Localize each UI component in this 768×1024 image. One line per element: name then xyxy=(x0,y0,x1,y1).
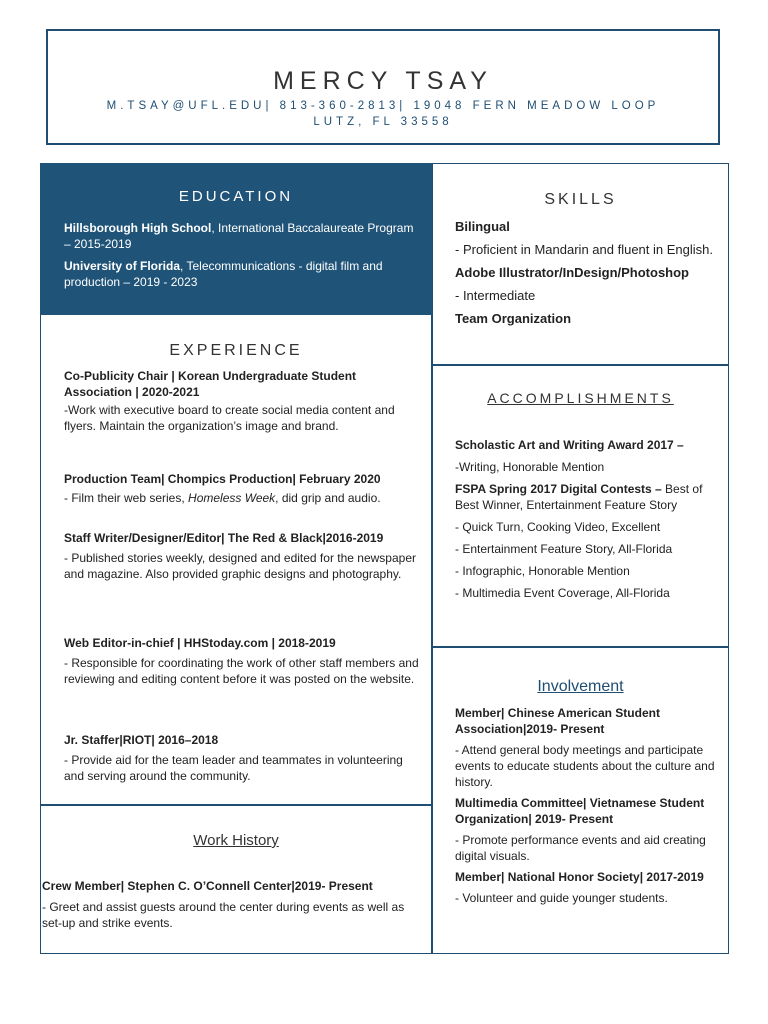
skill-desc: - Intermediate xyxy=(455,288,536,303)
award-desc: -Writing, Honorable Mention xyxy=(455,460,605,474)
experience-heading: Web Editor-in-chief | HHStoday.com | 2018-2019 xyxy=(64,636,336,650)
work-history-item xyxy=(42,878,412,931)
experience-desc: - Provide aid for the team leader and teammates in volunteering and serving around the community. xyxy=(64,753,403,783)
award-line: - Multimedia Event Coverage, All-Florida xyxy=(455,586,670,600)
experience-desc: - Responsible for coordinating the work of other staff members and reviewing and editing content before it was posted on the website. xyxy=(64,656,419,686)
section-divider xyxy=(432,646,729,648)
education-item xyxy=(64,258,414,290)
award-line: - Quick Turn, Cooking Video, Excellent xyxy=(455,520,661,534)
section-divider xyxy=(40,804,432,806)
header-box xyxy=(46,29,720,145)
involvement-desc: - Promote performance events and aid creating digital visuals. xyxy=(455,833,706,863)
education-title: EDUCATION xyxy=(178,188,294,205)
involvement-title: Involvement xyxy=(537,678,624,695)
experience-item xyxy=(64,368,424,434)
experience-title: EXPERIENCE xyxy=(169,342,303,359)
award-title: FSPA Spring 2017 Digital Contests – Best of Best Winner, Entertainment Feature Story xyxy=(455,482,703,512)
experience-desc: - Published stories weekly, designed and edited for the newspaper and magazine. Also provided graphic designs and photography. xyxy=(64,551,416,581)
candidate-name: MERCY TSAY xyxy=(273,67,493,95)
accomplishments-list xyxy=(455,437,717,601)
work-history-heading: Crew Member| Stephen C. O’Connell Center|2019- Present xyxy=(42,879,373,893)
experience-heading: Staff Writer/Designer/Editor| The Red & Black|2016-2019 xyxy=(64,531,384,545)
education-item xyxy=(64,220,414,252)
skill-name: Adobe Illustrator/InDesign/Photoshop xyxy=(455,265,689,280)
skills-list xyxy=(455,218,717,328)
involvement-heading: Member| National Honor Society| 2017-2019 xyxy=(455,870,704,884)
contact-line-2: LUTZ, FL 33558 xyxy=(313,116,453,128)
experience-desc: -Work with executive board to create social media content and flyers. Maintain the organization’s image and brand. xyxy=(64,403,395,433)
award-line: - Infographic, Honorable Mention xyxy=(455,564,630,578)
experience-desc: - Film their web series, Homeless Week, did grip and audio. xyxy=(64,491,381,505)
involvement-desc: - Volunteer and guide younger students. xyxy=(455,891,668,905)
award-line: - Entertainment Feature Story, All-Florida xyxy=(455,542,673,556)
award-title: Scholastic Art and Writing Award 2017 – xyxy=(455,438,684,452)
experience-item xyxy=(64,635,424,687)
skill-desc: - Proficient in Mandarin and fluent in English. xyxy=(455,242,713,257)
experience-item xyxy=(64,530,424,582)
involvement-desc: - Attend general body meetings and participate events to educate students about the culture and history. xyxy=(455,743,715,789)
school-detail: , International Baccalaureate Program – 2015-2019 xyxy=(64,221,414,251)
contact-line-1: M.TSAY@UFL.EDU| 813-360-2813| 19048 FERN MEADOW LOOP xyxy=(106,100,660,112)
skill-name: Team Organization xyxy=(455,311,572,326)
involvement-heading: Member| Chinese American Student Association|2019- Present xyxy=(455,706,660,736)
experience-heading: Jr. Staffer|RIOT| 2016–2018 xyxy=(64,733,219,747)
school-name: Hillsborough High School xyxy=(64,221,212,235)
experience-item xyxy=(64,732,424,784)
education-section xyxy=(40,163,432,315)
experience-item xyxy=(64,471,424,506)
involvement-heading: Multimedia Committee| Vietnamese Student Organization| 2019- Present xyxy=(455,796,705,826)
skills-title: SKILLS xyxy=(544,191,617,208)
work-history-title: Work History xyxy=(193,832,279,849)
experience-heading: Production Team| Chompics Production| February 2020 xyxy=(64,472,381,486)
accomplishments-title: ACCOMPLISHMENTS xyxy=(487,390,674,406)
section-divider xyxy=(432,364,729,366)
contact-info xyxy=(48,98,718,130)
work-history-desc: - Greet and assist guests around the center during events as well as set-up and strike events. xyxy=(42,900,405,930)
school-name: University of Florida xyxy=(64,259,181,273)
involvement-list xyxy=(455,705,717,906)
school-detail: , Telecommunications - digital film and production – 2019 - 2023 xyxy=(64,259,383,289)
skill-name: Bilingual xyxy=(455,219,510,234)
experience-heading: Co-Publicity Chair | Korean Undergraduate Student Association | 2020-2021 xyxy=(64,369,357,399)
